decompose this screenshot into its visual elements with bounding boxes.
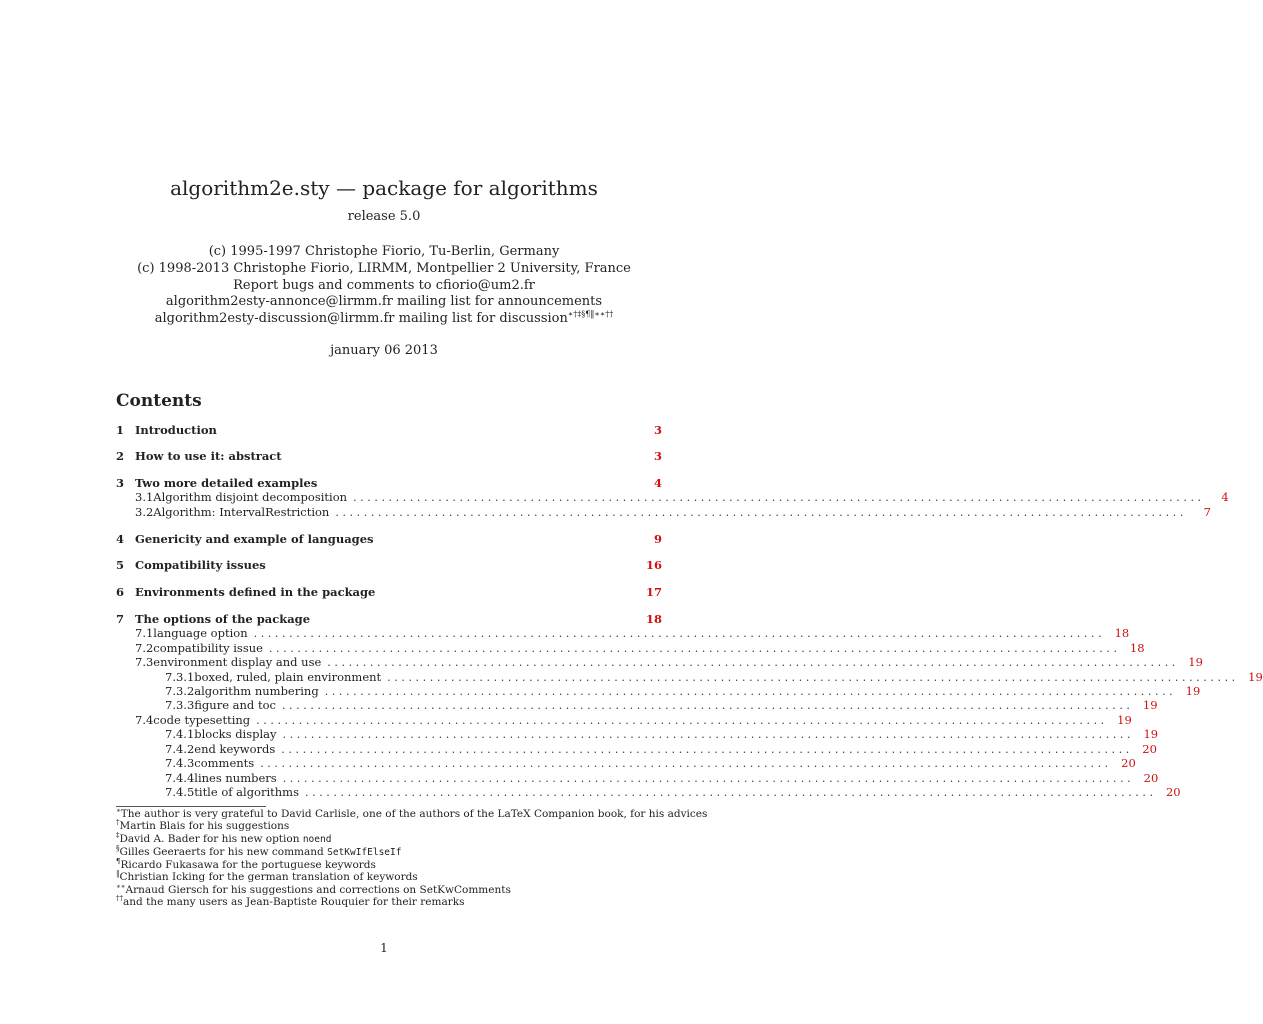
toc-label: Introduction	[135, 423, 217, 437]
toc-page-link[interactable]: 19	[1188, 655, 1203, 669]
footnote-text: The author is very grateful to David Carlisle, one of the authors of the LaTeX Companion book, for his advices	[120, 808, 708, 820]
toc-label: figure and toc	[194, 698, 276, 712]
footnote	[116, 846, 676, 859]
toc-entry[interactable]	[116, 785, 1181, 799]
footnote	[116, 884, 676, 896]
toc-page-link[interactable]: 7	[1203, 505, 1211, 519]
toc-page-link[interactable]: 4	[1221, 490, 1229, 504]
toc-leader-dots: ........................................................................................................................	[353, 491, 1205, 504]
toc-entry[interactable]	[116, 476, 662, 490]
footnote-mark: ††	[116, 894, 123, 903]
credit-line: algorithm2esty-discussion@lirmm.fr mailing list for discussion	[154, 311, 568, 327]
toc-leader-dots: ........................................................................................................................	[335, 506, 1187, 519]
footnote	[116, 859, 676, 871]
toc-page-link[interactable]: 3	[653, 449, 662, 463]
credit-line: Report bugs and comments to cfiorio@um2.fr	[233, 277, 535, 293]
toc-label: language option	[153, 626, 248, 640]
toc-entry[interactable]	[116, 756, 1136, 770]
toc-number: 7.4.3	[165, 756, 195, 770]
toc-page-link[interactable]: 9	[653, 532, 662, 546]
toc-leader-dots: ........................................................................................................................	[282, 728, 1135, 741]
footnote-mark: †	[116, 818, 120, 827]
toc-number: 7.4	[135, 713, 154, 727]
toc-leader-dots: ........................................................................................................................	[268, 642, 1121, 655]
toc-leader-dots: ........................................................................................................................	[387, 671, 1239, 684]
toc-page-link[interactable]: 19	[1185, 684, 1201, 698]
toc-entry[interactable]	[116, 727, 1159, 741]
toc-label: lines numbers	[194, 771, 277, 785]
toc-number: 7.3	[135, 655, 154, 669]
footnote	[116, 896, 676, 908]
toc-entry[interactable]	[116, 655, 1203, 669]
footnote	[116, 806, 708, 820]
toc-entry[interactable]	[116, 626, 1130, 640]
footnote-mark: ‖	[116, 869, 120, 878]
footnote-mark: ∗∗	[116, 882, 126, 891]
toc-page-link[interactable]: 20	[1165, 785, 1181, 799]
toc-label: The options of the package	[135, 612, 311, 626]
toc-page-link[interactable]: 16	[645, 558, 662, 572]
toc-number: 7.3.2	[165, 684, 195, 698]
toc-number: 2	[116, 449, 125, 463]
footnote-rule	[116, 806, 266, 807]
toc-entry[interactable]	[116, 698, 1158, 712]
toc-label: algorithm numbering	[194, 684, 319, 698]
toc-label: environment display and use	[153, 655, 322, 669]
toc-entry[interactable]	[116, 771, 1159, 785]
toc-label: code typesetting	[153, 713, 251, 727]
footnote-mark: ‡	[116, 831, 120, 840]
toc-entry[interactable]	[116, 490, 1229, 504]
credits-block	[0, 244, 768, 328]
footnote	[116, 820, 676, 832]
toc-number: 3.1	[135, 490, 154, 504]
toc-page-link[interactable]: 19	[1142, 698, 1158, 712]
toc-number: 3.2	[135, 505, 154, 519]
toc-entry[interactable]	[116, 585, 662, 599]
toc-leader-dots: ........................................................................................................................	[327, 656, 1179, 669]
toc-number: 4	[116, 532, 125, 546]
toc-label: Algorithm: IntervalRestriction	[153, 505, 330, 519]
toc-leader-dots: ........................................................................................................................	[260, 757, 1112, 770]
toc-label: blocks display	[194, 727, 277, 741]
footnote-marks: ∗†‡§¶‖∗∗††	[567, 309, 614, 319]
toc-leader-dots: ........................................................................................................................	[281, 743, 1133, 756]
page-number: 1	[380, 941, 388, 955]
footnote-text: David A. Bader for his new option	[119, 832, 303, 845]
credit-line: (c) 1995-1997 Christophe Fiorio, Tu-Berlin, Germany	[208, 244, 560, 259]
footnote	[116, 871, 676, 883]
toc-leader-dots: ........................................................................................................................	[256, 714, 1108, 727]
toc-entry[interactable]	[116, 423, 662, 437]
toc-page-link[interactable]: 20	[1143, 771, 1159, 785]
toc-leader-dots: ........................................................................................................................	[253, 627, 1106, 640]
footnote-mark: ¶	[116, 857, 121, 866]
footnote-text: and the many users as Jean-Baptiste Rouquier for their remarks	[123, 896, 465, 909]
toc-page-link[interactable]: 18	[645, 612, 662, 626]
footnote-text: Martin Blais for his suggestions	[119, 820, 290, 833]
footnote-text: Christian Icking for the german translation of keywords	[119, 871, 418, 884]
toc-label: boxed, ruled, plain environment	[194, 670, 382, 684]
toc-leader-dots: ........................................................................................................................	[324, 685, 1177, 698]
toc-page-link[interactable]: 18	[1114, 626, 1130, 640]
toc-page-link[interactable]: 19	[1143, 727, 1159, 741]
toc-entry[interactable]	[116, 641, 1145, 655]
toc-label: comments	[194, 756, 255, 770]
toc-page-link[interactable]: 4	[653, 476, 662, 490]
toc-number: 7.3.3	[165, 698, 195, 712]
footnote-text: Arnaud Giersch for his suggestions and corrections on SetKwComments	[125, 883, 511, 896]
footnote-code: noend	[302, 833, 332, 845]
toc-label: title of algorithms	[194, 785, 299, 799]
toc-entry[interactable]	[116, 742, 1157, 756]
toc-number: 7.4.1	[165, 727, 195, 741]
toc-leader-dots: ........................................................................................................................	[282, 772, 1135, 785]
toc-leader-dots: ........................................................................................................................	[281, 699, 1134, 712]
footnote-code: SetKwIfElseIf	[327, 846, 402, 858]
toc-leader-dots: ........................................................................................................................	[305, 786, 1157, 799]
footnote	[116, 833, 676, 846]
toc-label: end keywords	[194, 742, 276, 756]
toc-entry[interactable]	[116, 532, 662, 546]
toc-entry[interactable]	[116, 713, 1132, 727]
toc-number: 7.1	[135, 626, 154, 640]
toc-page-link[interactable]: 17	[645, 585, 662, 599]
toc-page-link[interactable]: 19	[1117, 713, 1132, 727]
credit-line: (c) 1998-2013 Christophe Fiorio, LIRMM, Montpellier 2 University, France	[137, 260, 631, 276]
toc-page-link[interactable]: 20	[1142, 742, 1157, 756]
toc-entry[interactable]	[116, 505, 1211, 519]
toc-entry[interactable]	[116, 612, 662, 626]
toc-number: 5	[116, 558, 125, 572]
toc-number: 7.3.1	[165, 670, 195, 684]
toc-page-link[interactable]: 18	[1129, 641, 1145, 655]
toc-label: Environments defined in the package	[135, 585, 376, 599]
footnote-text: Ricardo Fukasawa for the portuguese keywords	[120, 859, 376, 872]
document-date: january 06 2013	[330, 343, 438, 358]
toc-page-link[interactable]: 3	[653, 423, 662, 437]
toc-label: Genericity and example of languages	[135, 532, 374, 546]
toc-number: 3	[116, 476, 125, 490]
toc-label: compatibility issue	[153, 641, 263, 655]
footnote-text: Gilles Geeraerts for his new command	[119, 845, 328, 858]
footnote-mark: §	[116, 844, 120, 853]
toc-entry[interactable]	[116, 670, 1263, 684]
footnotes	[116, 806, 708, 909]
toc-number: 7.4.2	[165, 742, 195, 756]
toc-label: Algorithm disjoint decomposition	[153, 490, 348, 504]
toc-page-link[interactable]: 19	[1248, 670, 1263, 684]
toc-page-link[interactable]: 20	[1121, 756, 1136, 770]
document-title: algorithm2e.sty — package for algorithms	[170, 176, 598, 200]
release-line: release 5.0	[347, 209, 421, 224]
toc-number: 6	[116, 585, 125, 599]
toc-label: Two more detailed examples	[135, 476, 318, 490]
toc-entry[interactable]	[116, 684, 1201, 698]
toc-number: 7	[116, 612, 125, 626]
toc-number: 7.4.5	[165, 785, 195, 799]
toc-label: Compatibility issues	[135, 558, 266, 572]
toc-entry[interactable]	[116, 449, 662, 463]
toc-number: 7.4.4	[165, 771, 195, 785]
credit-line-last	[0, 311, 768, 328]
footnote-mark: ∗	[116, 806, 121, 815]
toc-label: How to use it: abstract	[135, 449, 282, 463]
toc-number: 1	[116, 423, 125, 437]
toc-number: 7.2	[135, 641, 154, 655]
contents-heading: Contents	[116, 391, 202, 411]
toc-entry[interactable]	[116, 558, 662, 572]
credit-line: algorithm2esty-annonce@lirmm.fr mailing list for announcements	[165, 294, 603, 310]
